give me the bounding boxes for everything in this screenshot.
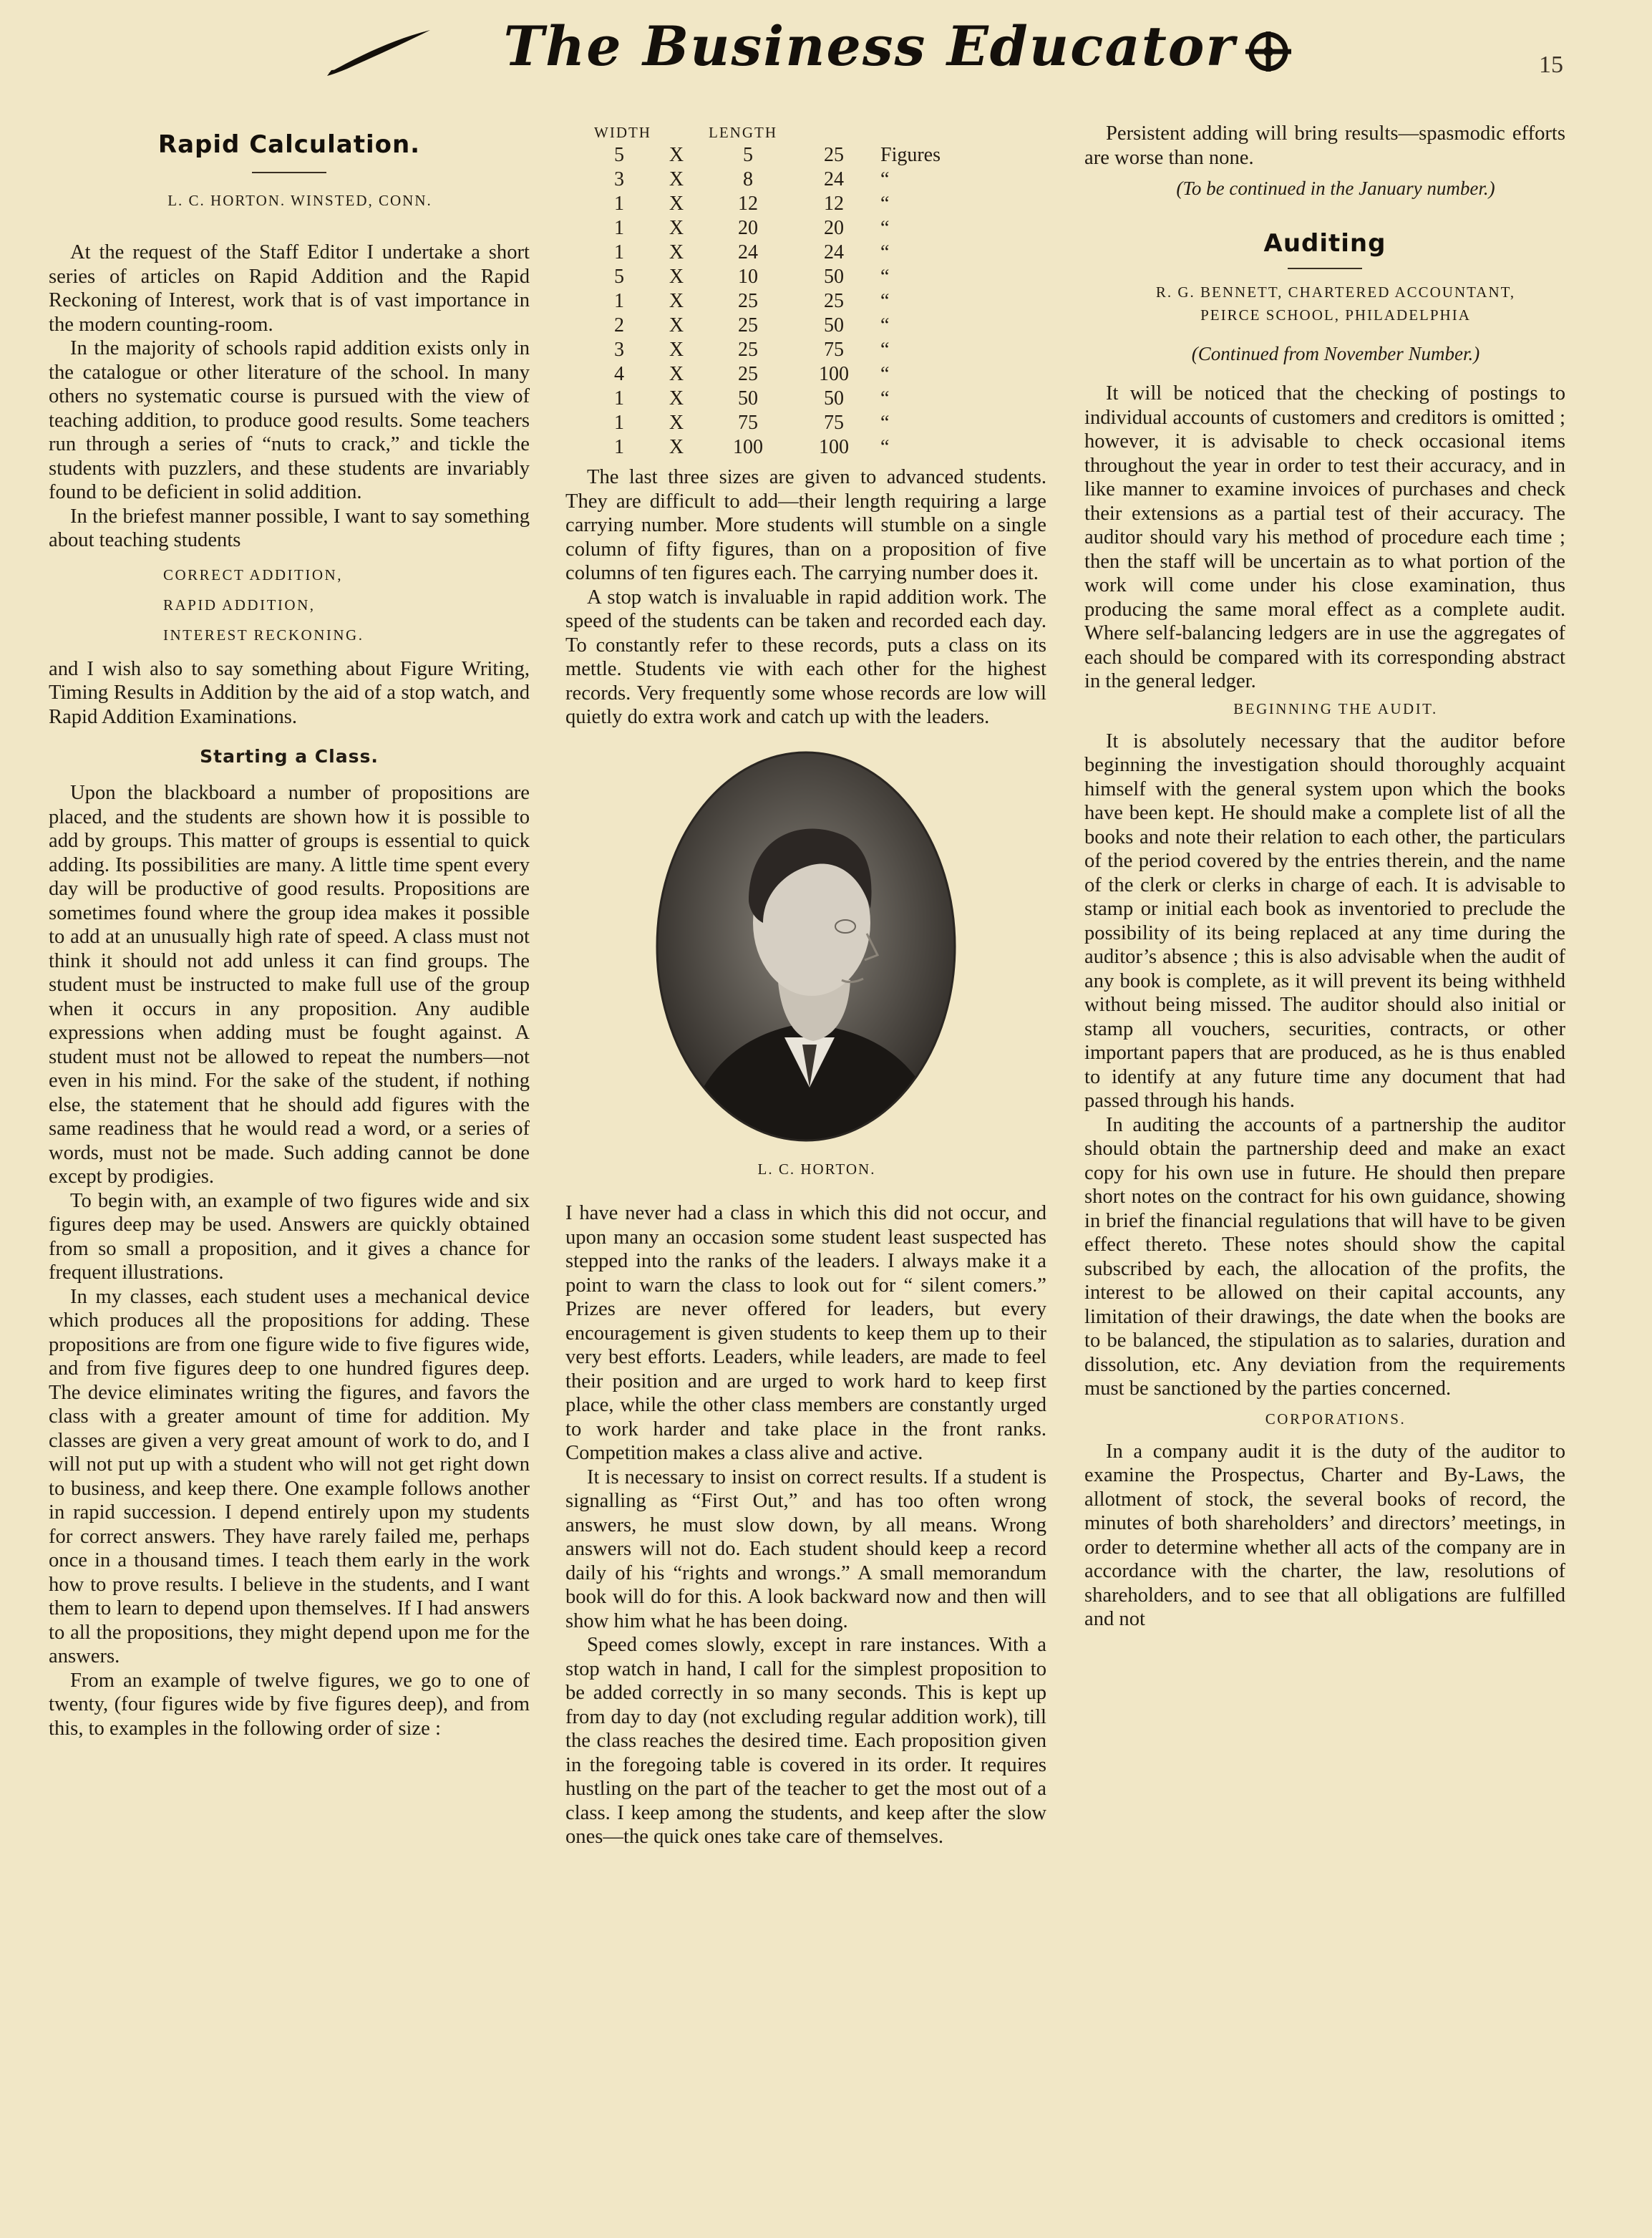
cell-width: 1 <box>614 412 624 434</box>
cell-times: X <box>669 290 684 312</box>
table-row <box>594 411 981 435</box>
cell-total: 25 <box>824 290 844 312</box>
paragraph: In the majority of schools rapid addition exists only in the catalogue or other literature of the school. In many others no systematic course is pursued with the view of teaching addition, to produce good results. Some teachers run through a series of “nuts to crack,” and tickle the students with puzzlers, and these students are invariably found to be deficient in solid addition. <box>49 337 530 503</box>
paragraph: In my classes, each student uses a mechanical device which produces all the propositions for adding. These propositions are from one figure wide to five figures wide, and from five figures deep to one hundred figures deep. The device eliminates writing the figures, and favors the class with a greater amount of time for addition. My classes are given a very great amount of work to do, and I will not put up with a student who will not get right down to business, and keep there. One example follows another in rapid succession. I depend entirely upon my students for correct answers. They have rarely failed me, perhaps once in a thousand times. I teach them early in the work how to prove results. I believe in the students, and I want them to learn to depend upon themselves. If I had answers to all the propositions, they might depend upon me for the answers. <box>49 1285 530 1667</box>
table-row <box>594 338 981 362</box>
paragraph: At the request of the Staff Editor I undertake a short series of articles on Rapid Addition and the Rapid Reckoning of Interest, work that is of vast importance in the modern counting-room. <box>49 241 530 336</box>
size-table <box>594 122 981 460</box>
cell-total: 24 <box>824 168 844 190</box>
topic-item: INTEREST RECKONING. <box>163 626 364 644</box>
table-row <box>594 168 981 192</box>
cell-unit: “ <box>880 314 890 336</box>
cell-total: 75 <box>824 339 844 361</box>
masthead <box>0 0 1652 107</box>
cell-length: 50 <box>738 387 758 410</box>
cell-total: 20 <box>824 217 844 239</box>
cell-width: 1 <box>614 436 624 458</box>
topic-item: CORRECT ADDITION, <box>163 566 343 583</box>
cell-unit: “ <box>880 290 890 312</box>
cell-times: X <box>669 168 684 190</box>
cell-length: 24 <box>738 241 758 263</box>
paragraph: and I wish also to say something about Figure Writing, Timing Results in Addition by the aid of a stop watch, and Rapid Addition Examinations. <box>49 657 530 728</box>
paragraph: It is necessary to insist on correct results. If a student is signalling as “First Out,” and has too often wrong answers, he must slow down, by all means. Wrong answers will not do. Each student should keep a record daily of his “rights and wrongs.” A small memorandum book will do for this. A look backward now and then will show him what he has been doing. <box>565 1466 1046 1632</box>
cell-width: 2 <box>614 314 624 336</box>
table-row <box>594 241 981 265</box>
paragraph: The last three sizes are given to advanced students. They are difficult to add—their length requiring a large carrying number. More students will stumble on a single column of fifty figures, than on a proposition of five columns of ten figures each. The carrying number does it. <box>565 466 1046 584</box>
cell-total: 100 <box>819 363 849 385</box>
cell-unit: Figures <box>880 144 941 166</box>
continued-note: (To be continued in the January number.) <box>1176 178 1495 199</box>
cell-unit: “ <box>880 339 890 361</box>
cell-length: 5 <box>743 144 753 166</box>
column-2 <box>565 122 1046 1849</box>
section-heading-beginning-audit: BEGINNING THE AUDIT. <box>1233 699 1438 717</box>
cell-total: 50 <box>824 314 844 336</box>
article-byline: L. C. HORTON. WINSTED, CONN. <box>167 192 432 209</box>
quill-pen-icon <box>326 27 433 77</box>
table-row <box>594 387 981 411</box>
cell-unit: “ <box>880 241 890 263</box>
paragraph: In auditing the accounts of a partnership the auditor should obtain the partnership deed and make an exact copy for his own use in future. He should then prepare short notes on the contract for his own guidance, showing in brief the financial regulations that will have to be given effect thereto. These notes should show the capital subscribed by each, the allocation of the profits, the interest to be allowed on their capital accounts, any limitation of their drawings, the date when the books are to be balanced, the stipulation as to salaries, duration and dissolution, etc. Any deviation from the requirements must be sanctioned by the parties concerned. <box>1084 1113 1565 1400</box>
cell-times: X <box>669 363 684 385</box>
article-title-rapid-calculation: Rapid Calculation. <box>157 130 421 159</box>
cell-total: 24 <box>824 241 844 263</box>
paragraph: I have never had a class in which this did not occur, and upon many an occasion some student least suspected has stepped into the ranks of the leaders. I always make it a point to warn the class to look out for “ silent comers.” Prizes are never offered for leaders, but every encouragement is given students to keep them up to their very best efforts. Leaders, while leaders, are made to feel their position and are urged to work hard to keep first place, while the other class members are constantly urged to work harder and take place in the front ranks. Competition makes a class alive and active. <box>565 1202 1046 1464</box>
column-1 <box>49 122 530 1740</box>
cell-times: X <box>669 436 684 458</box>
page-number: 15 <box>1539 52 1563 78</box>
cell-times: X <box>669 412 684 434</box>
cell-times: X <box>669 339 684 361</box>
table-row <box>594 192 981 216</box>
cell-length: 10 <box>738 266 758 288</box>
paragraph: Upon the blackboard a number of propositions are placed, and the students are shown how it is possible to add by groups. This matter of groups is essential to quick adding. Its possibilities are many. A little time spent every day will be productive of good results. Propositions are sometimes found where the group idea makes it possible to add at an unusually high rate of speed. A class must not think it should not add unless it can find groups. The student must be instructed to make full use of the group when it occurs in any proposition. Any audible expressions when adding must be fought against. A student must not be allowed to repeat the numbers—not even in his mind. For the sake of the student, if nothing else, the statement that he should add figures with the same readiness that he would read a word, or a series of words, must not be made. Such adding cannot be done except by prodigies. <box>49 782 530 1188</box>
cell-width: 1 <box>614 217 624 239</box>
cell-length: 25 <box>738 339 758 361</box>
ornament-icon <box>1240 30 1297 73</box>
table-row <box>594 289 981 314</box>
masthead-title: The Business Educator <box>503 14 1236 78</box>
paragraph: It will be noticed that the checking of postings to individual accounts of customers and creditors is omitted ; however, it is advisable to check occasional items throughout the year in order to test their accuracy, and in like manner to examine invoices of purchases and check their extensions as a partial test of their accuracy. The auditor should vary his method of procedure each time ; then the staff will be uncertain as to what portion of the work will come under his close examination, thus producing the same moral effect as a complete audit. Where self-balancing ledgers are in use the aggregates of each should be compared with its corresponding abstract in the general ledger. <box>1084 382 1565 692</box>
cell-unit: “ <box>880 436 890 458</box>
section-title-starting-a-class: Starting a Class. <box>200 746 379 767</box>
table-row <box>594 143 981 168</box>
table-header-width: WIDTH <box>594 123 651 141</box>
cell-total: 75 <box>824 412 844 434</box>
paragraph: In the briefest manner possible, I want to say something about teaching students <box>49 505 530 551</box>
cell-width: 5 <box>614 266 624 288</box>
cell-times: X <box>669 241 684 263</box>
cell-width: 1 <box>614 387 624 410</box>
paragraph: It is absolutely necessary that the auditor before beginning the investigation should thoroughly acquaint himself with the general system upon which the books have been kept. He should make a complete list of all the books and note their relation to each other, the particulars of the period covered by the entries therein, and the name of the clerk or clerks in charge of each. It is advisable to stamp or initial each book as inventoried to preclude the possibility of its being replaced at any time during the auditor’s absence ; this is also advisable when the audit of any book is complete, as it will prevent its being withheld without being missed. The auditor should also initial or stamp all vouchers, securities, contracts, or other important papers that are produced, as he is thus enabled to identify at any future time any document that had passed through his hands. <box>1084 730 1565 1112</box>
cell-length: 25 <box>738 290 758 312</box>
portrait-caption: L. C. HORTON. <box>757 1160 876 1178</box>
article-byline: PEIRCE SCHOOL, PHILADELPHIA <box>1200 306 1471 324</box>
table-row <box>594 435 981 460</box>
continued-from-note: (Continued from November Number.) <box>1191 343 1480 364</box>
cell-width: 3 <box>614 339 624 361</box>
table-row <box>594 314 981 338</box>
cell-length: 25 <box>738 363 758 385</box>
table-row <box>594 362 981 387</box>
cell-length: 12 <box>738 193 758 215</box>
table-row <box>594 216 981 241</box>
column-3 <box>1084 122 1565 1632</box>
cell-length: 20 <box>738 217 758 239</box>
cell-width: 4 <box>614 363 624 385</box>
cell-unit: “ <box>880 387 890 410</box>
paragraph: In a company audit it is the duty of the auditor to examine the Prospectus, Charter and By-Laws, the allotment of stock, the several books of record, the minutes of both shareholders’ and directors’ meetings, in order to determine whether all acts of the company are in accordance with the charter, the law, resolutions of shareholders, and to see that all obligations are fulfilled and not <box>1084 1440 1565 1630</box>
cell-total: 50 <box>824 387 844 410</box>
cell-total: 12 <box>824 193 844 215</box>
paragraph: To begin with, an example of two figures wide and six figures deep may be used. Answers are quickly obtained from so small a proposition, and it gives a chance for frequent illustrations. <box>49 1189 530 1284</box>
paragraph: Persistent adding will bring results—spasmodic efforts are worse than none. <box>1084 122 1565 169</box>
section-heading-corporations: CORPORATIONS. <box>1265 1410 1406 1428</box>
cell-width: 1 <box>614 241 624 263</box>
article-byline: R. G. BENNETT, CHARTERED ACCOUNTANT, <box>1155 284 1516 301</box>
cell-unit: “ <box>880 193 890 215</box>
article-title-auditing: Auditing <box>1263 229 1386 258</box>
cell-length: 75 <box>738 412 758 434</box>
cell-width: 5 <box>614 144 624 166</box>
cell-unit: “ <box>880 363 890 385</box>
cell-width: 3 <box>614 168 624 190</box>
portrait-photo <box>656 751 956 1142</box>
cell-unit: “ <box>880 266 890 288</box>
cell-times: X <box>669 193 684 215</box>
cell-length: 8 <box>743 168 753 190</box>
paragraph: From an example of twelve figures, we go to one of twenty, (four figures wide by five figures deep), and from this, to examples in the following order of size : <box>49 1669 530 1740</box>
cell-total: 25 <box>824 144 844 166</box>
portrait-image <box>656 751 956 1142</box>
cell-unit: “ <box>880 412 890 434</box>
cell-unit: “ <box>880 217 890 239</box>
paragraph: Speed comes slowly, except in rare instances. With a stop watch in hand, I call for the simplest proposition to be added correctly in so many seconds. This is kept up from day to day (not excluding regular addition work), till the class reaches the desired time. Each proposition given in the foregoing table is covered in its order. It requires hustling on the part of the teacher to get the most out of a class. I keep among the students, and keep after the slow ones—the quick ones take care of themselves. <box>565 1634 1046 1848</box>
cell-total: 100 <box>819 436 849 458</box>
cell-times: X <box>669 266 684 288</box>
cell-times: X <box>669 387 684 410</box>
cell-unit: “ <box>880 168 890 190</box>
table-row <box>594 265 981 289</box>
cell-times: X <box>669 314 684 336</box>
cell-times: X <box>669 144 684 166</box>
cell-times: X <box>669 217 684 239</box>
cell-length: 100 <box>733 436 763 458</box>
topic-list <box>163 560 530 650</box>
cell-total: 50 <box>824 266 844 288</box>
paragraph: A stop watch is invaluable in rapid addition work. The speed of the students can be taken and recorded each day. To constantly refer to these records, puts a class on its mettle. Students vie with each other for the highest records. Very frequently some whose records are low will quietly do extra work and catch up with the leaders. <box>565 586 1046 728</box>
cell-width: 1 <box>614 193 624 215</box>
cell-length: 25 <box>738 314 758 336</box>
cell-width: 1 <box>614 290 624 312</box>
table-header-length: LENGTH <box>709 123 777 141</box>
topic-item: RAPID ADDITION, <box>163 596 316 614</box>
